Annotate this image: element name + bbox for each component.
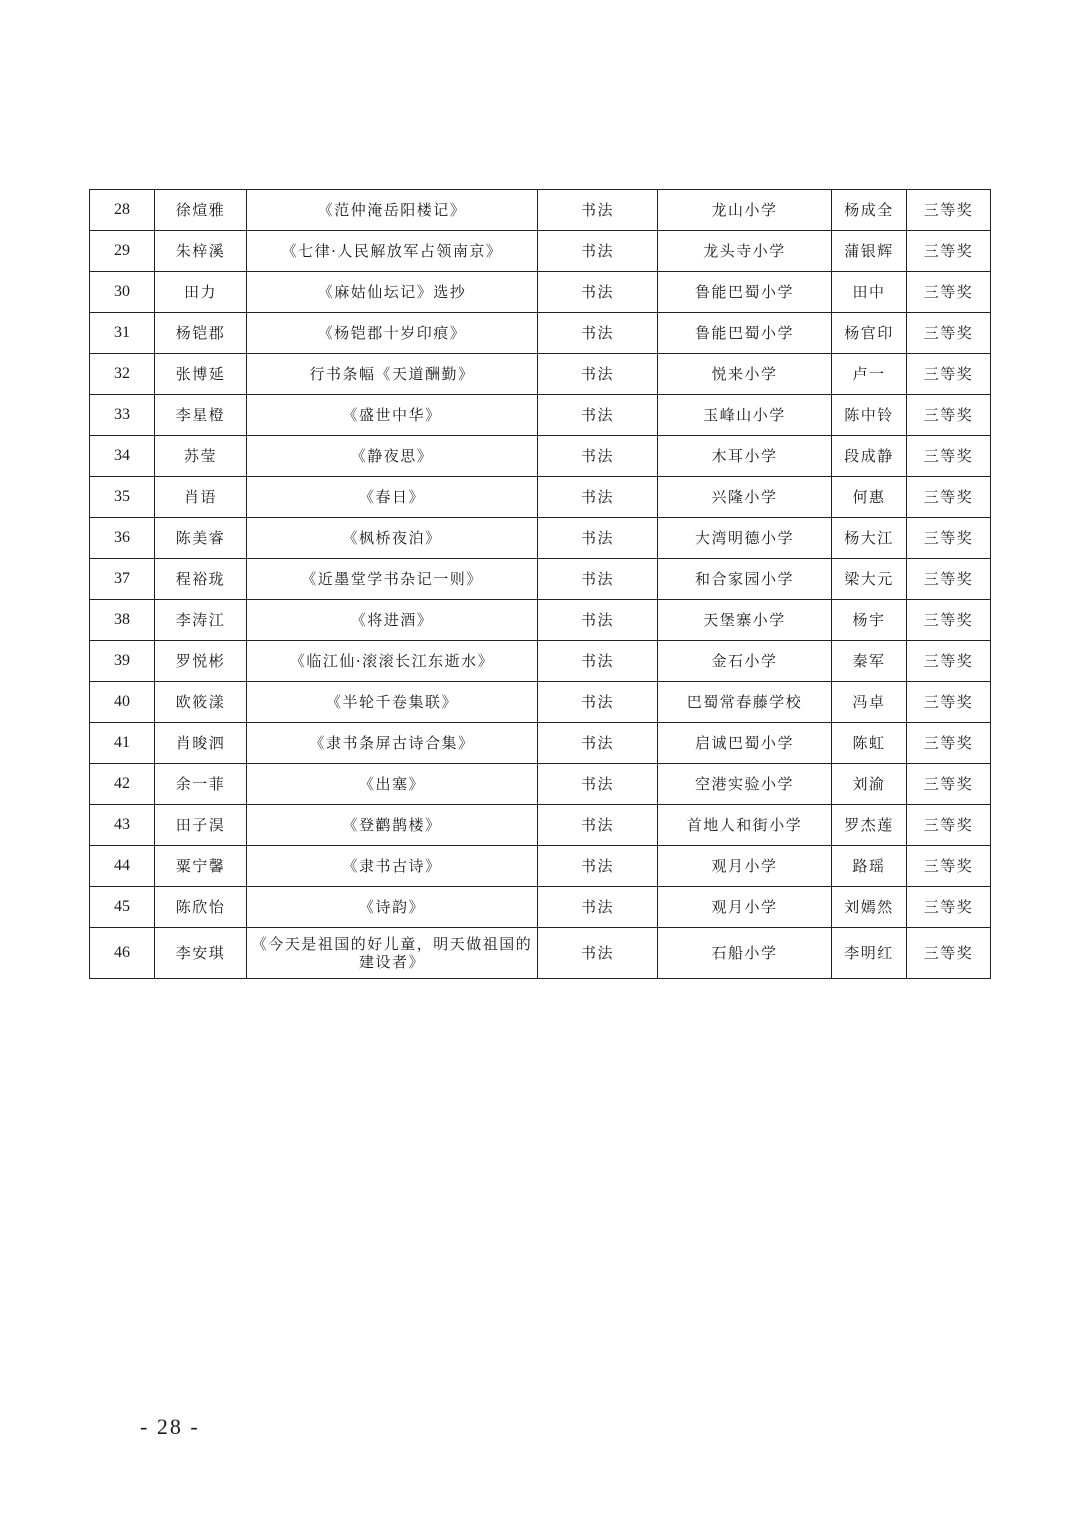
teacher-name: 卢一	[832, 354, 907, 395]
work-category: 书法	[538, 723, 658, 764]
work-title: 行书条幅《天道酬勤》	[247, 354, 538, 395]
school-name: 首地人和街小学	[658, 805, 832, 846]
teacher-name: 蒲银辉	[832, 231, 907, 272]
student-name: 张博延	[155, 354, 247, 395]
table-row	[90, 682, 991, 723]
table-row	[90, 846, 991, 887]
school-name: 龙头寺小学	[658, 231, 832, 272]
work-category: 书法	[538, 764, 658, 805]
work-category: 书法	[538, 559, 658, 600]
award-level: 三等奖	[907, 272, 991, 313]
teacher-name: 罗杰莲	[832, 805, 907, 846]
row-number: 40	[90, 682, 155, 723]
award-level: 三等奖	[907, 477, 991, 518]
school-name: 鲁能巴蜀小学	[658, 313, 832, 354]
award-table-body	[90, 190, 991, 979]
work-category: 书法	[538, 313, 658, 354]
student-name: 陈美睿	[155, 518, 247, 559]
teacher-name: 梁大元	[832, 559, 907, 600]
row-number: 45	[90, 887, 155, 928]
award-level: 三等奖	[907, 436, 991, 477]
table-row	[90, 313, 991, 354]
student-name: 朱梓溪	[155, 231, 247, 272]
work-title: 《近墨堂学书杂记一则》	[247, 559, 538, 600]
work-title: 《春日》	[247, 477, 538, 518]
teacher-name: 秦军	[832, 641, 907, 682]
table-row	[90, 723, 991, 764]
work-title: 《范仲淹岳阳楼记》	[247, 190, 538, 231]
row-number: 34	[90, 436, 155, 477]
table-row	[90, 928, 991, 979]
table-row	[90, 559, 991, 600]
award-level: 三等奖	[907, 641, 991, 682]
student-name: 田力	[155, 272, 247, 313]
table-row	[90, 436, 991, 477]
award-level: 三等奖	[907, 313, 991, 354]
work-title: 《登鹳鹊楼》	[247, 805, 538, 846]
student-name: 粟宁馨	[155, 846, 247, 887]
row-number: 37	[90, 559, 155, 600]
award-level: 三等奖	[907, 723, 991, 764]
work-category: 书法	[538, 887, 658, 928]
table-row	[90, 600, 991, 641]
table-row	[90, 764, 991, 805]
award-level: 三等奖	[907, 764, 991, 805]
school-name: 启诚巴蜀小学	[658, 723, 832, 764]
row-number: 32	[90, 354, 155, 395]
school-name: 空港实验小学	[658, 764, 832, 805]
row-number: 30	[90, 272, 155, 313]
row-number: 33	[90, 395, 155, 436]
teacher-name: 段成静	[832, 436, 907, 477]
work-category: 书法	[538, 231, 658, 272]
work-title: 《隶书条屏古诗合集》	[247, 723, 538, 764]
teacher-name: 杨宇	[832, 600, 907, 641]
student-name: 田子淏	[155, 805, 247, 846]
award-table	[89, 189, 991, 979]
student-name: 余一菲	[155, 764, 247, 805]
teacher-name: 李明红	[832, 928, 907, 979]
work-title: 《静夜思》	[247, 436, 538, 477]
row-number: 46	[90, 928, 155, 979]
work-category: 书法	[538, 477, 658, 518]
work-title: 《将进酒》	[247, 600, 538, 641]
table-row	[90, 477, 991, 518]
row-number: 44	[90, 846, 155, 887]
award-level: 三等奖	[907, 231, 991, 272]
student-name: 程裕珑	[155, 559, 247, 600]
teacher-name: 田中	[832, 272, 907, 313]
work-category: 书法	[538, 518, 658, 559]
work-title: 《诗韵》	[247, 887, 538, 928]
work-category: 书法	[538, 395, 658, 436]
row-number: 29	[90, 231, 155, 272]
school-name: 巴蜀常春藤学校	[658, 682, 832, 723]
school-name: 石船小学	[658, 928, 832, 979]
student-name: 欧筱漾	[155, 682, 247, 723]
student-name: 罗悦彬	[155, 641, 247, 682]
teacher-name: 陈虹	[832, 723, 907, 764]
table-row	[90, 190, 991, 231]
work-title: 《枫桥夜泊》	[247, 518, 538, 559]
table-row	[90, 231, 991, 272]
award-level: 三等奖	[907, 887, 991, 928]
work-category: 书法	[538, 436, 658, 477]
award-level: 三等奖	[907, 846, 991, 887]
table-row	[90, 805, 991, 846]
work-category: 书法	[538, 928, 658, 979]
award-level: 三等奖	[907, 928, 991, 979]
teacher-name: 杨官印	[832, 313, 907, 354]
school-name: 观月小学	[658, 846, 832, 887]
work-title: 《隶书古诗》	[247, 846, 538, 887]
work-title: 《临江仙·滚滚长江东逝水》	[247, 641, 538, 682]
table-row	[90, 518, 991, 559]
student-name: 肖晙泗	[155, 723, 247, 764]
teacher-name: 陈中铃	[832, 395, 907, 436]
work-title: 《今天是祖国的好儿童，明天做祖国的建设者》	[247, 928, 538, 979]
school-name: 龙山小学	[658, 190, 832, 231]
student-name: 肖语	[155, 477, 247, 518]
award-level: 三等奖	[907, 559, 991, 600]
school-name: 兴隆小学	[658, 477, 832, 518]
work-category: 书法	[538, 600, 658, 641]
teacher-name: 何惠	[832, 477, 907, 518]
work-category: 书法	[538, 641, 658, 682]
work-category: 书法	[538, 190, 658, 231]
student-name: 苏莹	[155, 436, 247, 477]
award-level: 三等奖	[907, 682, 991, 723]
teacher-name: 刘渝	[832, 764, 907, 805]
teacher-name: 杨大江	[832, 518, 907, 559]
teacher-name: 路瑶	[832, 846, 907, 887]
school-name: 鲁能巴蜀小学	[658, 272, 832, 313]
school-name: 观月小学	[658, 887, 832, 928]
student-name: 李星橙	[155, 395, 247, 436]
table-row	[90, 641, 991, 682]
school-name: 玉峰山小学	[658, 395, 832, 436]
table-row	[90, 354, 991, 395]
award-level: 三等奖	[907, 518, 991, 559]
teacher-name: 杨成全	[832, 190, 907, 231]
work-title: 《麻姑仙坛记》选抄	[247, 272, 538, 313]
award-level: 三等奖	[907, 354, 991, 395]
student-name: 李安琪	[155, 928, 247, 979]
work-title: 《出塞》	[247, 764, 538, 805]
work-title: 《七律·人民解放军占领南京》	[247, 231, 538, 272]
school-name: 木耳小学	[658, 436, 832, 477]
table-row	[90, 395, 991, 436]
student-name: 李涛江	[155, 600, 247, 641]
teacher-name: 冯卓	[832, 682, 907, 723]
award-level: 三等奖	[907, 395, 991, 436]
work-title: 《杨铠郡十岁印痕》	[247, 313, 538, 354]
school-name: 天堡寨小学	[658, 600, 832, 641]
school-name: 金石小学	[658, 641, 832, 682]
work-category: 书法	[538, 805, 658, 846]
row-number: 31	[90, 313, 155, 354]
work-category: 书法	[538, 354, 658, 395]
table-row	[90, 887, 991, 928]
row-number: 42	[90, 764, 155, 805]
school-name: 大湾明德小学	[658, 518, 832, 559]
row-number: 41	[90, 723, 155, 764]
student-name: 杨铠郡	[155, 313, 247, 354]
work-title: 《半轮千卷集联》	[247, 682, 538, 723]
award-level: 三等奖	[907, 190, 991, 231]
teacher-name: 刘嫣然	[832, 887, 907, 928]
work-category: 书法	[538, 846, 658, 887]
student-name: 徐煊雅	[155, 190, 247, 231]
page-number: - 28 -	[140, 1414, 200, 1439]
row-number: 36	[90, 518, 155, 559]
award-level: 三等奖	[907, 805, 991, 846]
row-number: 38	[90, 600, 155, 641]
work-category: 书法	[538, 682, 658, 723]
table-row	[90, 272, 991, 313]
award-level: 三等奖	[907, 600, 991, 641]
work-category: 书法	[538, 272, 658, 313]
row-number: 39	[90, 641, 155, 682]
work-title: 《盛世中华》	[247, 395, 538, 436]
row-number: 28	[90, 190, 155, 231]
row-number: 43	[90, 805, 155, 846]
student-name: 陈欣怡	[155, 887, 247, 928]
school-name: 和合家园小学	[658, 559, 832, 600]
row-number: 35	[90, 477, 155, 518]
school-name: 悦来小学	[658, 354, 832, 395]
